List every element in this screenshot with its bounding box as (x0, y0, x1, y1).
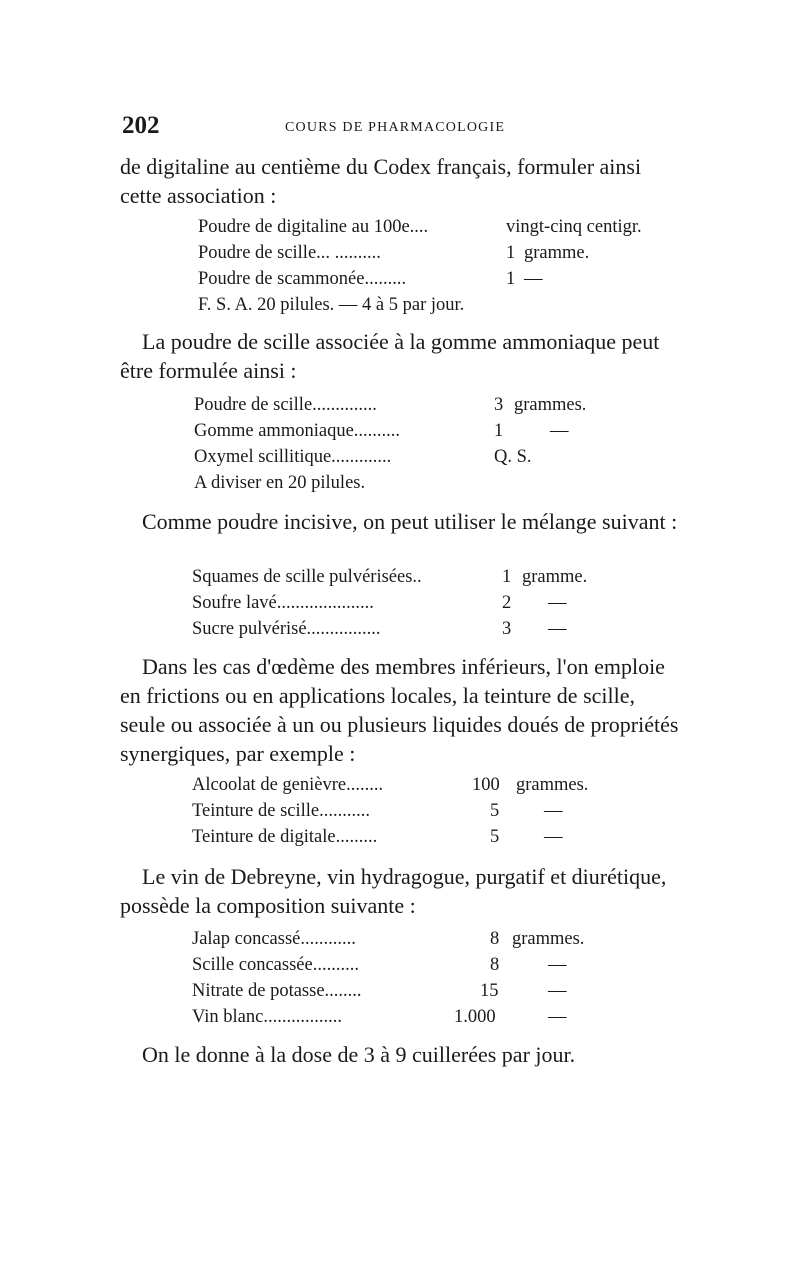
ingredient-unit: — (524, 269, 543, 289)
ingredient-name: Poudre de scammonée......... (198, 269, 407, 289)
recipe-row (192, 564, 682, 590)
ingredient-name: Jalap concassé............ (192, 929, 356, 949)
recipe-row (192, 824, 682, 850)
ingredient-quantity: 2 (502, 593, 512, 613)
recipe-row (198, 240, 688, 266)
ingredient-quantity: 5 (490, 827, 500, 847)
ingredient-quantity: 100 (472, 775, 500, 795)
recipe-row (194, 392, 684, 418)
recipe-row (192, 978, 682, 1004)
ingredient-unit: — (544, 827, 563, 847)
ingredient-quantity: 1 (494, 421, 504, 441)
ingredient-quantity: 8 (490, 955, 500, 975)
ingredient-unit: — (550, 421, 569, 441)
recipe-digitaline (198, 214, 688, 318)
recipe-row (198, 292, 688, 318)
recipe-row (192, 1004, 682, 1030)
recipe-row (192, 772, 682, 798)
ingredient-unit: — (548, 619, 567, 639)
ingredient-name: Alcoolat de genièvre........ (192, 775, 384, 795)
ingredient-unit: — (548, 955, 567, 975)
ingredient-name: Sucre pulvérisé................ (192, 619, 381, 639)
paragraph-5: Le vin de Debreyne, vin hydragogue, purgatif et diurétique, possède la composition suivante : (120, 864, 667, 918)
ingredient-quantity: 5 (490, 801, 500, 821)
recipe-row (194, 418, 684, 444)
paragraph-3: Comme poudre incisive, on peut utiliser le mélange suivant : (142, 509, 678, 534)
paragraph-1: de digitaline au centième du Codex français, formuler ainsi cette association : (120, 154, 642, 208)
ingredient-name: Oxymel scillitique............. (194, 447, 392, 467)
recipe-row (194, 470, 684, 496)
ingredient-name: Gomme ammoniaque.......... (194, 421, 401, 441)
ingredient-name: Scille concassée.......... (192, 955, 359, 975)
recipe-row (192, 926, 682, 952)
ingredient-quantity: 15 (480, 981, 499, 1001)
running-head: COURS DE PHARMACOLOGIE (285, 120, 506, 135)
ingredient-name: Teinture de digitale......... (192, 827, 378, 847)
ingredient-quantity: 3 (502, 619, 512, 639)
ingredient-quantity: 1.000 (454, 1007, 496, 1027)
recipe-row (192, 952, 682, 978)
ingredient-unit: grammes. (514, 395, 587, 415)
ingredient-quantity: 3 (494, 395, 504, 415)
recipe-instruction: F. S. A. 20 pilules. — 4 à 5 par jour. (198, 295, 465, 315)
paragraph-4: Dans les cas d'œdème des membres inférieurs, l'on emploie en frictions ou en applications locales, la teinture de scille, seule ou associée à un ou plusieurs liquides doués de propriétés synergiques, par exemple : (120, 654, 679, 766)
page-header (120, 112, 680, 142)
ingredient-unit: — (548, 1007, 567, 1027)
ingredient-name: Vin blanc................. (192, 1007, 342, 1027)
ingredient-unit: — (548, 593, 567, 613)
ingredient-quantity: 1 (506, 243, 516, 263)
ingredient-unit: — (544, 801, 563, 821)
paragraph-2: La poudre de scille associée à la gomme ammoniaque peut être formulée ainsi : (120, 329, 660, 383)
recipe-gomme-ammoniaque (194, 392, 684, 496)
recipe-row (198, 266, 688, 292)
ingredient-name: Soufre lavé..................... (192, 593, 374, 613)
ingredient-name: Squames de scille pulvérisées.. (192, 567, 422, 587)
recipe-vin-debreyne (192, 926, 682, 1030)
recipe-poudre-incisive (192, 564, 682, 642)
ingredient-unit: grammes. (516, 775, 589, 795)
paragraph-6: On le donne à la dose de 3 à 9 cuillerées par jour. (142, 1042, 576, 1067)
page-number: 202 (122, 112, 160, 139)
ingredient-unit: — (548, 981, 567, 1001)
ingredient-quantity: Q. S. (494, 447, 532, 467)
ingredient-name: Poudre de digitaline au 100e.... (198, 217, 429, 237)
recipe-row (192, 616, 682, 642)
recipe-row (192, 798, 682, 824)
ingredient-name: Nitrate de potasse........ (192, 981, 362, 1001)
recipe-instruction: A diviser en 20 pilules. (194, 473, 366, 493)
ingredient-quantity: 8 (490, 929, 500, 949)
recipe-row (192, 590, 682, 616)
ingredient-unit: gramme. (522, 567, 588, 587)
recipe-row (198, 214, 688, 240)
ingredient-quantity: 1 (502, 567, 512, 587)
recipe-row (194, 444, 684, 470)
ingredient-name: Teinture de scille........... (192, 801, 370, 821)
ingredient-unit: grammes. (512, 929, 585, 949)
recipe-frictions (192, 772, 682, 850)
ingredient-name: Poudre de scille.............. (194, 395, 377, 415)
ingredient-quantity: vingt-cinq centigr. (506, 217, 642, 237)
ingredient-quantity: 1 (506, 269, 516, 289)
ingredient-unit: gramme. (524, 243, 590, 263)
ingredient-name: Poudre de scille... .......... (198, 243, 381, 263)
